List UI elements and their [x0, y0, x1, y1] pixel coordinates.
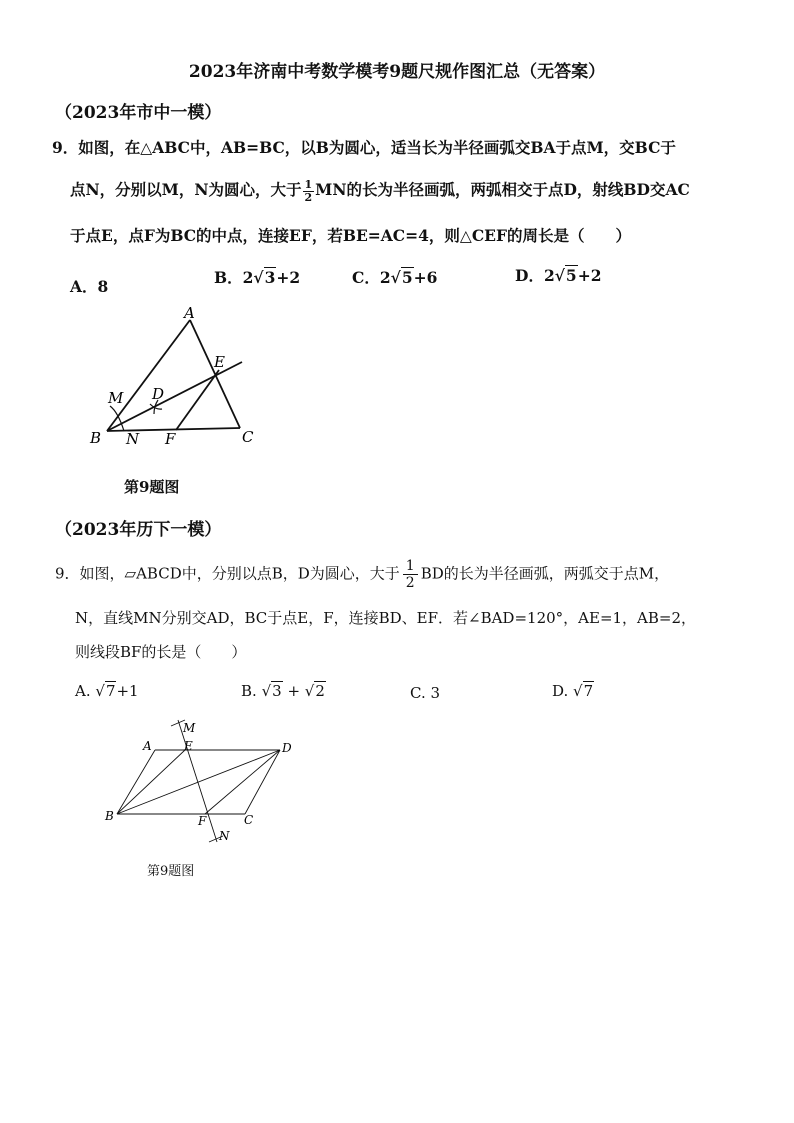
page-title: 2023年济南中考数学模考9题尺规作图汇总（无答案） — [188, 62, 606, 82]
q2-option-b-pre: B. — [241, 682, 257, 700]
q1-line-3: 于点E，点F为BC的中点，连接EF，若BE=AC=4，则△CEF的周长是（ ） — [70, 226, 631, 245]
q1-option-d: D．2√5+2 — [515, 266, 602, 285]
q1-option-b: B．2√3+2 — [214, 268, 301, 287]
q2-option-d-rad: 7 — [583, 682, 594, 700]
q1-figure-caption: 第9题图 — [124, 478, 180, 496]
q2-label-b: B — [105, 809, 114, 823]
q2-label-m: M — [183, 721, 196, 735]
q2-label-f: F — [198, 814, 207, 828]
q2-option-a-pre: A. — [75, 682, 91, 700]
q2-diagonal-bd — [117, 750, 280, 814]
q1-figure — [80, 300, 280, 460]
q1-option-c-pre: C．2 — [352, 268, 391, 287]
q2-option-d-pre: D. — [552, 682, 569, 700]
q2-line-3: 则线段BF的长是（ ） — [75, 643, 247, 661]
q1-ray-bd — [107, 362, 242, 431]
q2-label-d: D — [282, 741, 292, 755]
q1-line-2 — [70, 178, 690, 204]
q2-side-cd — [245, 750, 280, 814]
q2-line-1 — [55, 558, 669, 591]
q2-option-a-rad: 7 — [105, 682, 116, 700]
q2-option-b-rad2: 2 — [315, 682, 325, 700]
q1-line-1: 9．如图，在△ABC中，AB=BC，以B为圆心，适当长为半径画弧交BA于点M，交BC于 — [52, 138, 676, 157]
q2-segment-fd — [205, 750, 280, 814]
q2-frac-den: 2 — [405, 575, 415, 591]
q1-option-c-rad: 5 — [401, 268, 413, 287]
q2-line-2: N，直线MN分别交AD，BC于点E，F，连接BD、EF．若∠BAD=120°，AE=1，AB=2， — [75, 609, 697, 627]
q1-segment-ef — [176, 370, 219, 430]
q1-frac-num: 1 — [304, 177, 313, 191]
q2-figure — [95, 712, 310, 852]
q1-line-2-pre: 点N，分别以M，N为圆心，大于 — [70, 180, 302, 199]
q1-label-a: A — [184, 304, 195, 322]
q1-option-d-pre: D．2 — [515, 266, 555, 285]
q1-label-f: F — [165, 430, 176, 448]
q2-segment-be — [117, 750, 185, 814]
q1-label-d: D — [152, 385, 165, 403]
q1-frac-den: 2 — [304, 190, 313, 204]
q2-label-e: E — [184, 739, 193, 753]
q2-option-c: C. 3 — [410, 684, 441, 702]
q2-figure-caption: 第9题图 — [147, 864, 195, 879]
q2-line-1-post: BD的长为半径画弧，两弧交于点M， — [420, 564, 670, 583]
q1-label-m: M — [108, 389, 124, 407]
q2-side-ab — [117, 750, 155, 814]
q1-option-c: C．2√5+6 — [352, 268, 438, 287]
q2-option-b-mid: + — [287, 682, 301, 700]
q1-option-c-post: +6 — [413, 268, 438, 287]
q1-option-d-post: +2 — [577, 266, 602, 285]
q1-fraction — [303, 179, 315, 204]
q1-option-b-pre: B．2 — [214, 268, 254, 287]
q2-line-1-pre: 9．如图，▱ABCD中，分别以点B，D为圆心，大于 — [55, 564, 400, 583]
q2-frac-num: 1 — [403, 558, 418, 575]
q1-option-b-post: +2 — [276, 268, 301, 287]
q1-option-d-rad: 5 — [565, 266, 577, 285]
section-heading-2: （2023年历下一模） — [55, 520, 222, 540]
q2-option-b-rad1: 3 — [272, 682, 282, 700]
q1-label-b: B — [90, 429, 102, 447]
q2-label-a: A — [143, 739, 152, 753]
q1-label-n: N — [126, 430, 140, 448]
q2-option-a-post: +1 — [116, 682, 139, 700]
q2-option-d: D. √7 — [552, 682, 594, 700]
q1-side-ab — [107, 320, 190, 431]
q2-label-n: N — [219, 829, 230, 843]
q2-option-a: A. √7+1 — [75, 682, 139, 700]
section-heading-1: （2023年市中一模） — [55, 103, 222, 123]
q1-label-c: C — [242, 428, 254, 446]
q1-option-a: A．8 — [70, 277, 109, 296]
q2-option-b: B. √3 + √2 — [241, 682, 325, 700]
q2-fraction — [403, 558, 418, 591]
q1-option-b-rad: 3 — [264, 268, 276, 287]
q2-label-c: C — [244, 813, 254, 827]
q1-label-e: E — [214, 353, 225, 371]
q1-side-ac — [190, 320, 240, 428]
q1-line-2-post: MN的长为半径画弧，两弧相交于点D，射线BD交AC — [315, 180, 690, 199]
